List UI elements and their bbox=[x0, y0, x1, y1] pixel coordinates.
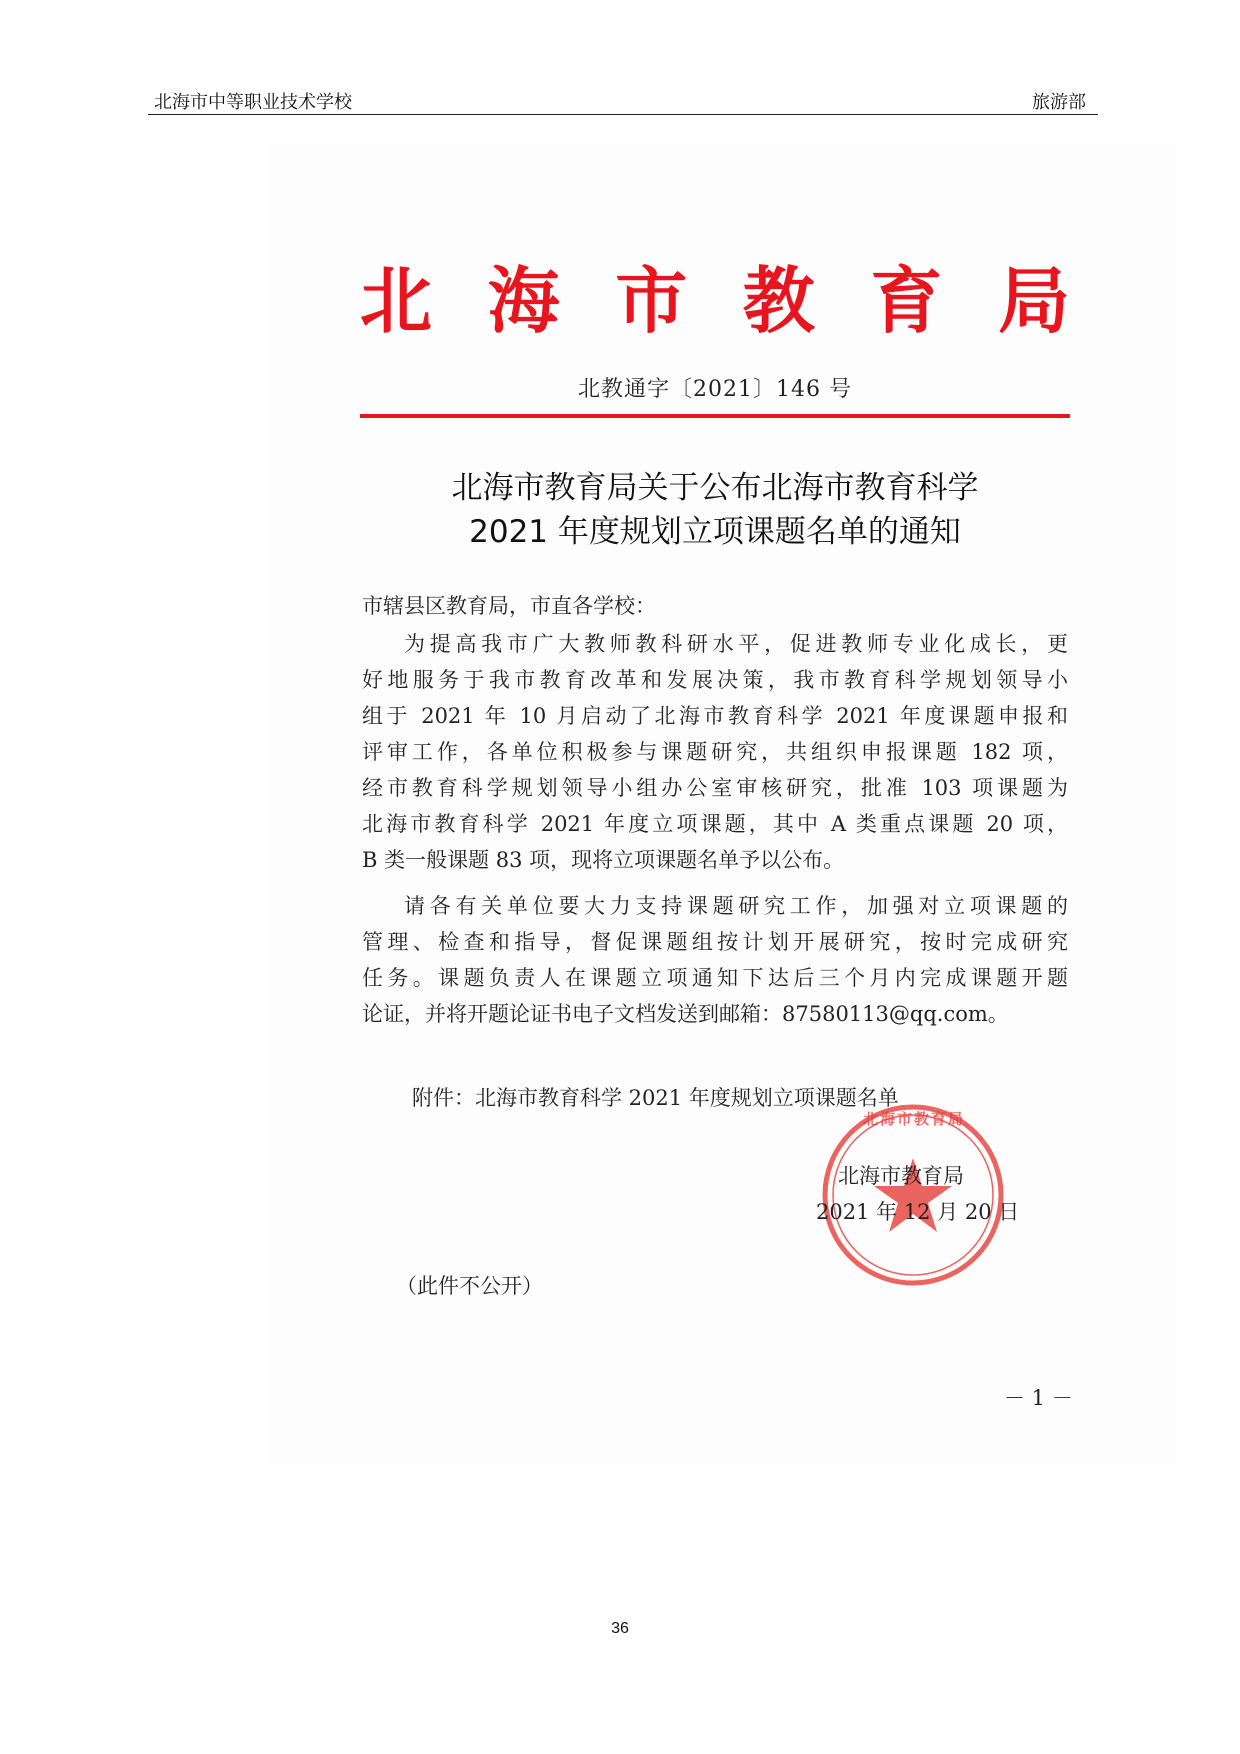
signing-date: 2021 年 12 月 20 日 bbox=[816, 1200, 1020, 1224]
seal-text: 北海市教育局 bbox=[862, 1110, 965, 1128]
notice-title-line: 2021 年度规划立项课题名单的通知 bbox=[469, 514, 961, 550]
paragraph-line: 好地服务于我市教育改革和发展决策，我市教育科学规划领导小 bbox=[362, 668, 1068, 692]
org-title-char: 局 bbox=[997, 259, 1070, 343]
org-title-char: 海 bbox=[487, 259, 560, 343]
issuing-org-title bbox=[360, 259, 1070, 343]
paragraph-line: 北海市教育科学 2021 年度立项课题，其中 A 类重点课题 20 项， bbox=[362, 812, 1068, 836]
scanned-notice bbox=[268, 145, 1182, 1465]
paragraph-line: B 类一般课题 83 项，现将立项课题名单予以公布。 bbox=[362, 848, 845, 872]
paragraph-line: 管理、检查和指导，督促课题组按计划开展研究，按时完成研究 bbox=[362, 930, 1068, 954]
org-title-char: 北 bbox=[360, 259, 433, 343]
salutation: 市辖县区教育局，市直各学校： bbox=[362, 594, 656, 618]
paragraph-line: 请各有关单位要大力支持课题研究工作，加强对立项课题的 bbox=[404, 894, 1068, 918]
paragraph-line: 为提高我市广大教师教科研水平，促进教师专业化成长，更 bbox=[404, 632, 1068, 656]
header-department: 旅游部 bbox=[1032, 92, 1086, 113]
red-divider bbox=[360, 414, 1070, 418]
signing-organization: 北海市教育局 bbox=[838, 1164, 964, 1188]
paragraph-line: 任务。课题负责人在课题立项通知下达后三个月内完成课题开题 bbox=[362, 966, 1068, 990]
org-title-char: 市 bbox=[615, 259, 688, 343]
paragraph-line: 评审工作，各单位积极参与课题研究，共组织申报课题 182 项， bbox=[362, 740, 1068, 764]
not-public-note: （此件不公开） bbox=[396, 1274, 543, 1298]
header-school-name: 北海市中等职业技术学校 bbox=[154, 92, 352, 113]
org-title-char: 教 bbox=[742, 259, 815, 343]
notice-title-line: 北海市教育局关于公布北海市教育科学 bbox=[451, 470, 979, 506]
attachment-line: 附件：北海市教育科学 2021 年度规划立项课题名单 bbox=[412, 1086, 899, 1110]
page-number: 36 bbox=[611, 1620, 629, 1637]
notice-title bbox=[360, 466, 1070, 554]
paragraph-line: 经市教育科学规划领导小组办公室审核研究，批准 103 项课题为 bbox=[362, 776, 1068, 800]
document-number: 北教通字〔2021〕146 号 bbox=[578, 377, 852, 402]
paragraph-line: 组于 2021 年 10 月启动了北海市教育科学 2021 年度课题申报和 bbox=[362, 704, 1068, 728]
header-divider bbox=[148, 114, 1098, 115]
paragraph-line: 论证，并将开题论证书电子文档发送到邮箱：87580113@qq.com。 bbox=[362, 1002, 1009, 1026]
org-title-char: 育 bbox=[870, 259, 943, 343]
inner-page-number: － 1 － bbox=[1004, 1386, 1073, 1410]
